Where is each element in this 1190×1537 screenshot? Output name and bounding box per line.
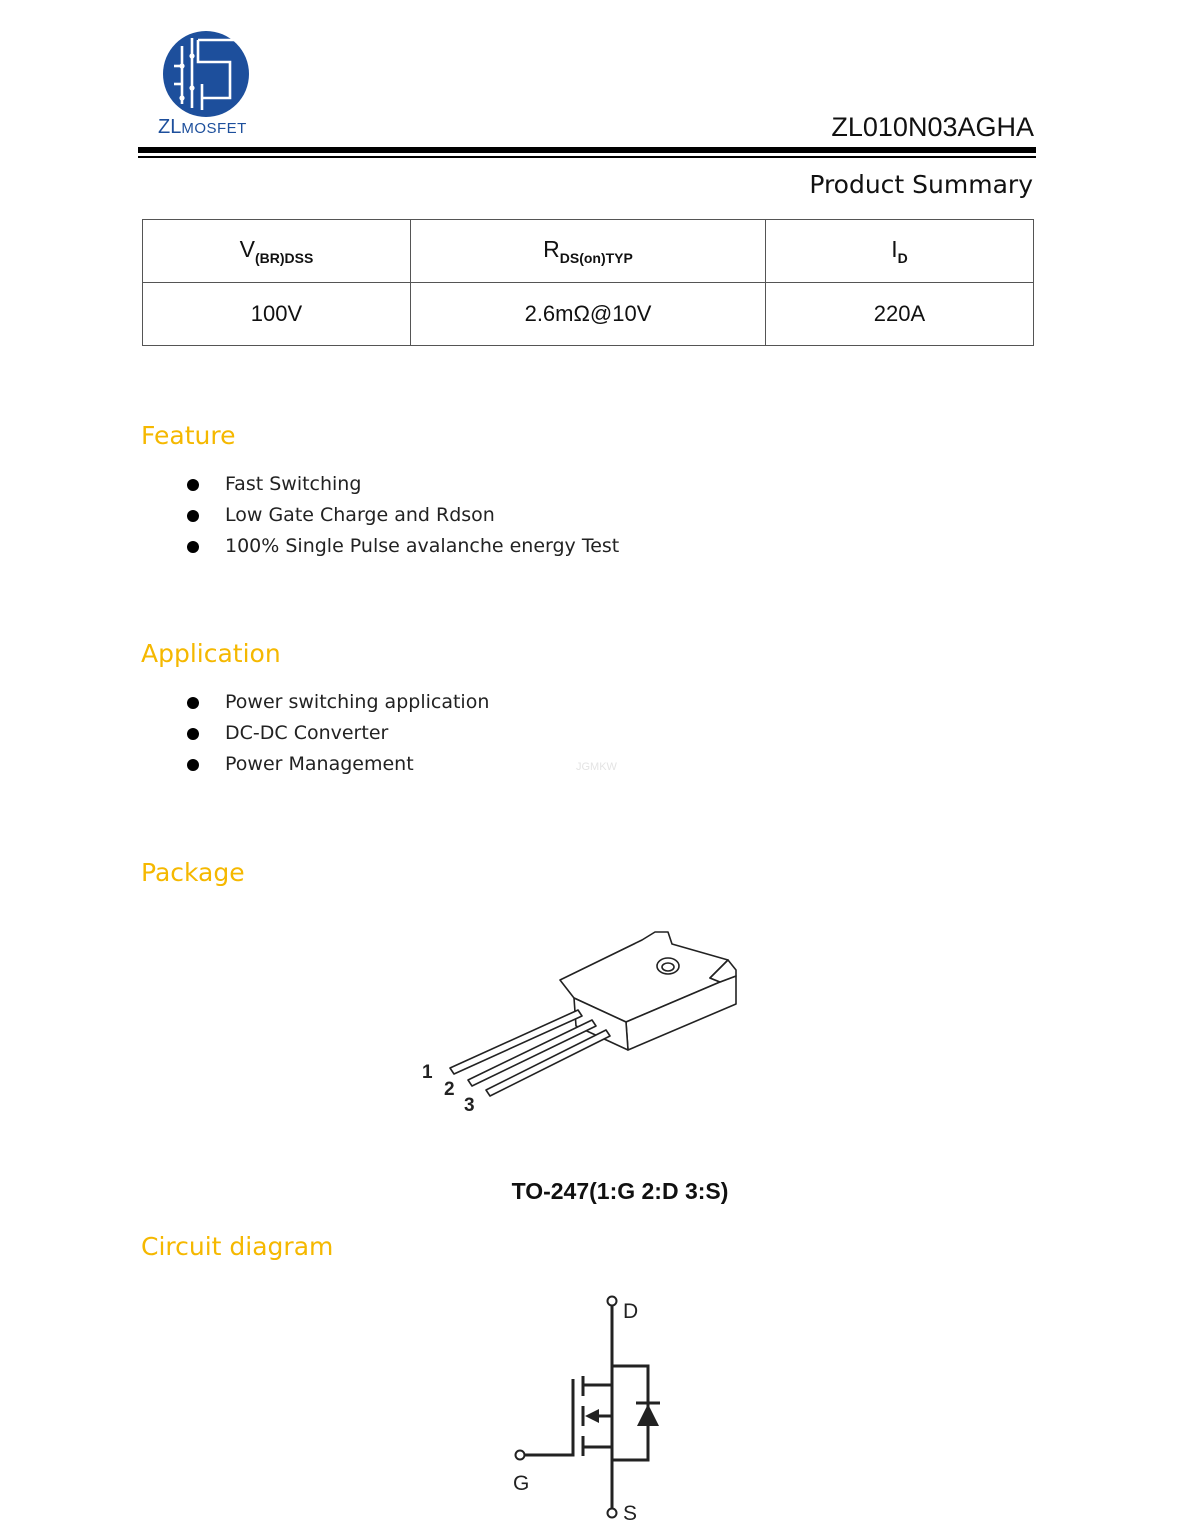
- product-summary-table: [142, 219, 1034, 346]
- pin-label-3: 3: [464, 1095, 475, 1116]
- list-item: Power switching application: [185, 687, 489, 718]
- drain-label: D: [623, 1300, 639, 1323]
- bullet-icon: [187, 759, 199, 771]
- header-cell-rdson: $R_{DS(on)TYP}$: [411, 220, 766, 283]
- feature-list: [185, 469, 619, 562]
- logo-wordmark: ZLMOSFET: [158, 116, 247, 138]
- list-item: 100% Single Pulse avalanche energy Test: [185, 531, 619, 562]
- bullet-icon: [187, 541, 199, 553]
- bullet-icon: [187, 510, 199, 522]
- header-rule-thick: [138, 147, 1036, 153]
- pin-label-1: 1: [422, 1062, 433, 1083]
- header-cell-id: $I_D$: [766, 220, 1034, 283]
- watermark: JGMKW: [576, 761, 617, 773]
- gate-label: G: [513, 1472, 530, 1495]
- list-item: Low Gate Charge and Rdson: [185, 500, 619, 531]
- feature-heading: Feature: [141, 421, 236, 450]
- bullet-icon: [187, 697, 199, 709]
- list-item: Power Management: [185, 749, 489, 780]
- list-item: Fast Switching: [185, 469, 619, 500]
- part-number: ZL010N03AGHA: [831, 112, 1034, 142]
- table-row: [143, 283, 1034, 346]
- bullet-icon: [187, 479, 199, 491]
- bullet-icon: [187, 728, 199, 740]
- value-cell-id: 220A: [766, 283, 1034, 346]
- mosfet-circuit-diagram: [505, 1290, 675, 1530]
- package-heading: Package: [141, 858, 245, 887]
- header-rule-thin: [138, 156, 1036, 158]
- package-caption: TO-247(1:G 2:D 3:S): [511, 1178, 729, 1204]
- product-summary-title: Product Summary: [809, 170, 1033, 199]
- pin-label-2: 2: [444, 1079, 455, 1100]
- source-label: S: [623, 1502, 638, 1525]
- value-cell-rdson: 2.6mΩ@10V: [411, 283, 766, 346]
- header-cell-vbrdss: $V_{(BR)DSS}$: [143, 220, 411, 283]
- application-list: [185, 687, 489, 780]
- value-cell-vbrdss: 100V: [143, 283, 411, 346]
- table-header-row: [143, 220, 1034, 283]
- circuit-heading: Circuit diagram: [141, 1232, 334, 1261]
- to247-package-icon: [410, 918, 750, 1118]
- list-item: DC-DC Converter: [185, 718, 489, 749]
- application-heading: Application: [141, 639, 281, 668]
